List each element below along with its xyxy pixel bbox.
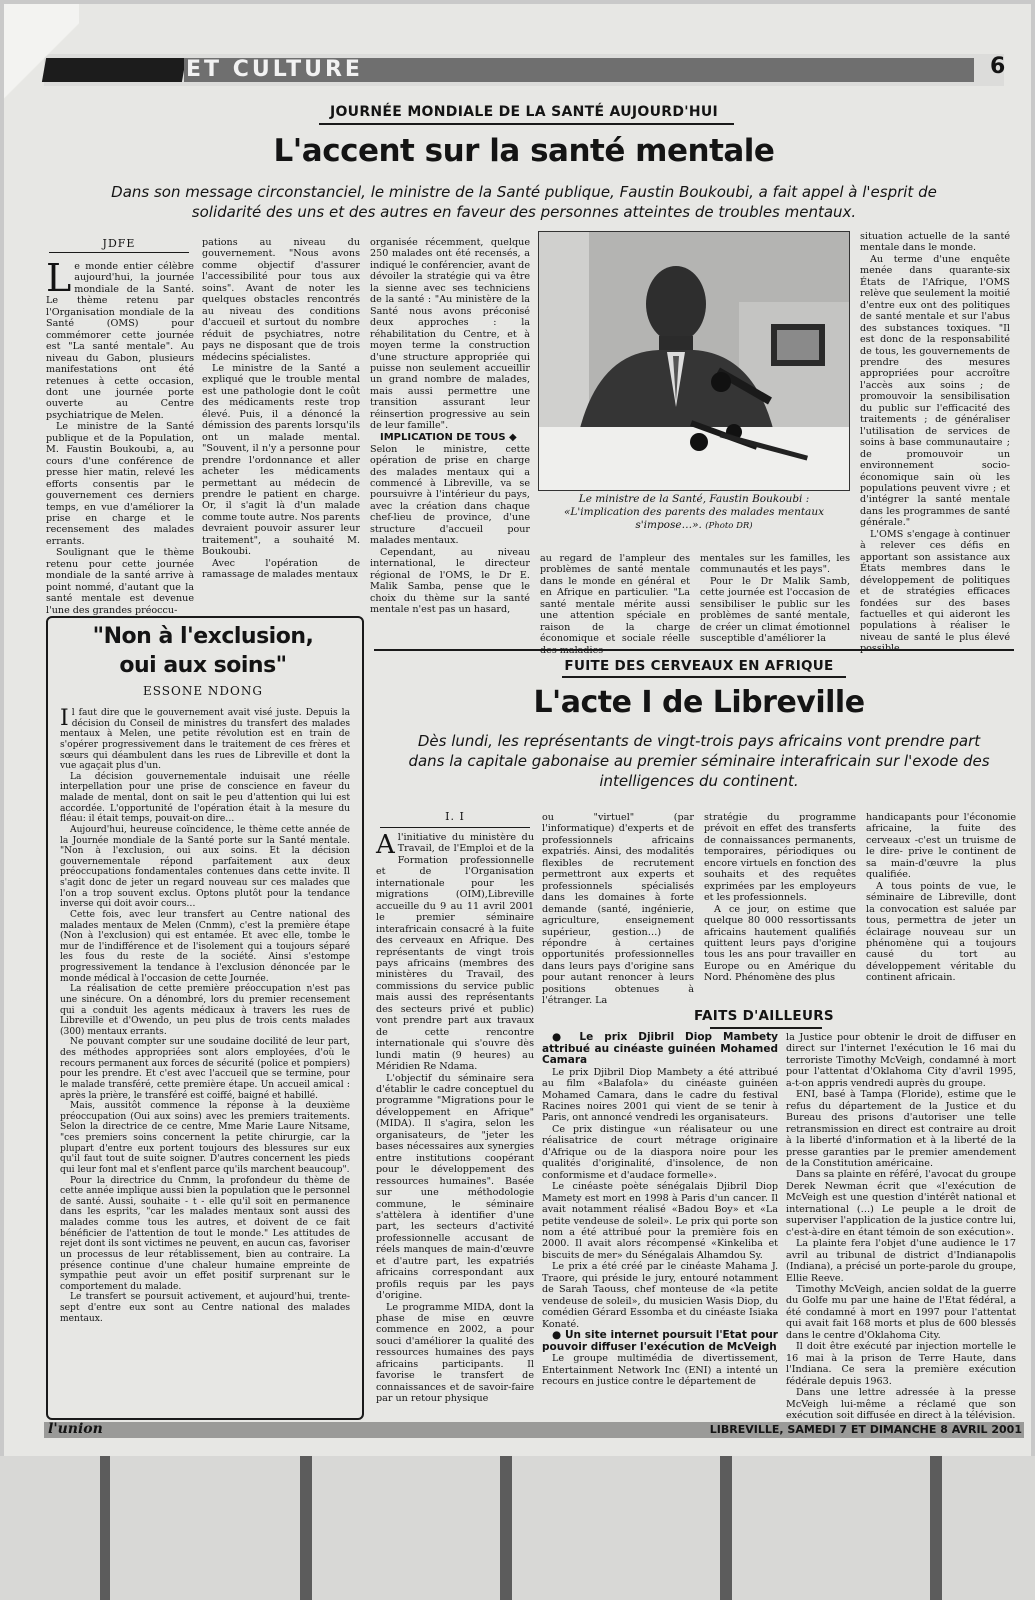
paragraph: la Justice pour obtenir le droit de diffuser en direct sur l'internet l'exécution le 16 mai du terroriste Timothy McVeigh, condamné à mort pour l'attentat d'Oklahoma City d'avril 1995, a-t-on appris vendredi auprès du groupe.: [786, 1032, 1016, 1089]
photo-caption: [544, 493, 844, 533]
brief-title: ● Un site internet poursuit l'Etat pour pouvoir diffuser l'exécution de McVeigh: [542, 1329, 778, 1353]
photo-credit: (Photo DR): [705, 521, 753, 531]
paragraph: pations au niveau du gouvernement. "Nous avons comme objectif d'assurer l'accessibilité pour tous aux soins". Avant de noter les quelques obstacles rencontrés au niveau des conditions d'accueil et surtout du nombre réduit de psychiatres, notre pays ne disposant que de trois médecins spécialistes.: [202, 237, 360, 363]
paragraph: Le ministre de la Santé publique et de la Population, M. Faustin Boukoubi, a, au cours d'une conférence de presse hier matin, relevé les efforts consentis par le gouvernement ces derniers temps, en vue d'améliorer la prise en charge et le recensement des malades errants.: [46, 421, 194, 547]
paragraph: organisée récemment, quelque 250 malades ont été recensés, a indiqué le conférencier, avant de dévoiler la stratégie qui va être la sienne avec ses techniciens de la santé : "Au ministère de la Santé nous avons préconisé deux approches : la réhabilitation du Centre, et à moyen terme la construction d'une structure appropriée qui puisse non seulement accueillir un grand nombre de malades, mais aussi permettre une transition assurant leur réinsertion progressive au sein de leur famille".: [370, 237, 530, 432]
brain-drain-deck: Dès lundi, les représentants de vingt-trois pays africains vont prendre part dans la capitale gabonaise au premier séminaire interafricain sur l'exode des intelligences du continent.: [408, 732, 990, 790]
subhead: IMPLICATION DE TOUS ◆: [380, 431, 517, 443]
shadow-strip: [100, 1456, 110, 1600]
kicker-rule: [319, 123, 734, 125]
paragraph: Cette fois, avec leur transfert au Centre national des malades mentaux de Melen (Cnmm), c'est la première étape (Non à l'exclusion) qui est entamée. Et avec elle, tombe le mur de l'indifférence et de l'isolement qui a toujours séparé les fous du reste de la société. Ainsi s'estompe progressivement la tendance à l'exclusion dénoncée par le monde médical à l'occasion de cette Journée.: [60, 909, 350, 984]
shadow-strip: [300, 1456, 312, 1600]
paragraph: Selon le ministre, cette opération de prise en charge des malades mentaux qui a commencé à Libreville, va se poursuivre à l'intérieur du pays, avec la création dans chaque chef-lieu de province, d'une structure d'accueil pour malades mentaux.: [370, 443, 530, 547]
editorial-headline-line-2: oui aux soins": [119, 653, 287, 678]
paragraph: Le prix a été créé par le cinéaste Mahama J. Traore, qui préside le jury, entouré notamment de Sarah Taouss, chef monteuse de «la petite vendeuse de soleil», du musicien Wasis Diop, du comédien Gérard Essomba et du cinéaste Isiaka Konaté.: [542, 1261, 778, 1330]
lead-column-5: [700, 553, 850, 645]
editorial-headline-line-1: "Non à l'exclusion,: [92, 624, 314, 649]
newspaper-page: [4, 4, 1031, 1456]
brief-title: ● Le prix Djibril Diop Mambety attribué au cinéaste guinéen Mohamed Camara: [542, 1031, 778, 1067]
section-title: ET CULTURE: [186, 57, 363, 82]
paragraph: Le cinéaste poète sénégalais Djibril Diop Mamety est mort en 1998 à Paris d'un cancer. Il avait notamment réalisé «Badou Boy» et «La petite vendeuse de soleil». Le prix qui porte son nom a été attribué pour la première fois en 2000. Il avait alors récompensé «Kinkeliba et biscuits de mer» du Sénégalais Alhamdou Sy.: [542, 1181, 778, 1261]
paragraph: Il doit être exécuté par injection mortelle le 16 mai à la prison de Terre Haute, dans l'Indiana. Ce sera la première exécution fédérale depuis 1963.: [786, 1341, 1016, 1387]
dropcap: L: [46, 256, 72, 300]
paragraph: Ce prix distingue «un réalisateur ou une réalisatrice de court métrage originaire d'Afrique ou de la diaspora noire pour les qualités d'originalité, d'insolence, de non conformisme et d'audace formelle».: [542, 1123, 778, 1181]
lead-column-2: [202, 237, 360, 605]
section-rule: [374, 649, 1014, 651]
paragraph: Soulignant que le thème retenu pour cette journée mondiale de la santé arrive à point nommé, d'autant que la santé mentale est devenue l'une des grandes préoccu-: [46, 547, 194, 616]
paragraph: l faut dire que le gouvernement avait visé juste. Depuis la décision du Conseil de ministres du transfert des malades mentaux à Melen, une petite révolution est en train de s'opérer progressivement dans le traitement de ces frères et sœurs qui déambulent dans les rues de Libreville et dont la vue agaçait plus d'un.: [60, 708, 350, 772]
editorial-headline: [50, 622, 356, 680]
brain-drain-kicker: FUITE DES CERVEAUX EN AFRIQUE: [564, 658, 834, 674]
paragraph: situation actuelle de la santé mentale dans le monde.: [860, 231, 1010, 254]
paragraph: A tous points de vue, le séminaire de Libreville, dont la convocation est saluée par tous, permettra de jeter un éclairage nouveau sur un phénomène qui a toujours causé du tort au développement véritable du continent africain.: [866, 880, 1016, 984]
paragraph: L'OMS s'engage à continuer à relever ces défis en apportant son assistance aux États membres dans le développement de politiques et de stratégies efficaces fondées sur des bases factuelles et qui aideront les populations à réaliser le niveau de santé le plus élevé: [860, 528, 1010, 643]
paragraph: ou "virtuel" (par l'informatique) d'experts et de professionnels africains expatriés. Ainsi, des modalités flexibles de recrutement permettront aux experts et professionnels spécialisés dans les domaines à forte demande (santé, ingénierie, agriculture, enseignement supérieur, gestion…) de répondre à certaines opportunités professionnelles dans leurs pays d'origine sans pour autant renoncer à leurs positions obtenues à l'étranger. La: [542, 812, 694, 1007]
paragraph: Ne pouvant compter sur une soudaine docilité de leur part, des méthodes appropriées sont alors employées, d'où le recours permanent aux forces de sécurité (police et pompiers) pour les prendre. Et c'est avec l'accueil que se termine, pour le malade transféré, cette première étape. Un accueil amical : après la prière, le transféré est coiffé, baigné et habillé.: [60, 1037, 350, 1101]
editorial-text: [60, 708, 350, 1410]
brain-drain-column-3: [704, 812, 856, 984]
editorial-byline: ESSONE NDONG: [143, 684, 263, 698]
dropcap: A: [376, 830, 395, 860]
paragraph: ENI, basé à Tampa (Floride), estime que le refus du département de la Justice et du Bureau des prisons d'autoriser une telle retransmission en direct est contraire au droit à la liberté d'information et à la liberté de la presse garanties par le premier amendement de la Constitution américaine.: [786, 1089, 1016, 1169]
paragraph: La plainte fera l'objet d'une audience le 17 avril au tribunal de district d'Indianapolis (Indiana), a précisé un porte-parole du groupe, Ellie Reeve.: [786, 1238, 1016, 1284]
caption-text: Le ministre de la Santé, Faustin Boukoubi : «L'implication des parents des malades mentaux s'impose…».: [563, 493, 824, 531]
paragraph: Cependant, au niveau international, le directeur régional de l'OMS, le Dr E. Malik Samba, pense que le choix du thème sur la santé mentale n'est pas un hasard,: [370, 546, 530, 615]
paragraph: Dans sa plainte en référé, l'avocat du groupe Derek Newman écrit que «l'exécution de McVeigh est une question d'intérêt national et international (…) Le peuple a le droit de superviser l'application de la justice contre lui, c'est-à-dire en étant témoin de son exécution».: [786, 1169, 1016, 1238]
paragraph: Le groupe multimédia de divertissement, Entertainment Network Inc (ENI) a intenté un recours en justice contre le département de: [542, 1353, 778, 1388]
paragraph: Dans une lettre adressée à la presse McVeigh lui-même a réclamé que son exécution soit diffusée en direct à la télévision.: [786, 1387, 1016, 1421]
paragraph: handicapants pour l'économie africaine, la fuite des cerveaux -c'est un truisme de le dire- prive le continent de sa main-d'œuvre la plus qualifiée.: [866, 812, 1016, 881]
briefs-kicker: FAITS D'AILLEURS: [694, 1008, 834, 1024]
lead-column-6: [860, 231, 1010, 641]
paragraph: Le prix Djibril Diop Mambety a été attribué au film «Balafola» du cinéaste guinéen Mohamed Camara, dans le cadre du festival Racines noires 2001 qui vient de se tenir à Paris, ont annoncé vendredi les organisateurs.: [542, 1066, 778, 1124]
paragraph: Le transfert se poursuit activement, et aujourd'hui, trente-sept d'entre eux sont au Centre national des malades mentaux.: [60, 1292, 350, 1324]
paragraph: Au terme d'une enquête menée dans quarante-six États de l'Afrique, l'OMS relève que seulement la moitié d'entre eux ont des politiques de santé mentale et sur l'abus des substances toxiques. "Il est donc de la responsabilité de tous, les gouvernements de prendre des mesures appropriées pour accroître l'accès aux soins ; de promouvoir la sensibilisation du public sur l'efficacité des traitements ; de généraliser l'utilisation de services de soins à base communautaire ; de promouvoir un environnement socio-économique sain où les populations peuvent vivre ; et d'intégrer la santé mentale dans les programmes de santé générale.": [860, 253, 1010, 529]
lead-column-3: [370, 237, 530, 642]
paragraph: La décision gouvernementale induisait une réelle interpellation pour une prise de conscience en faveur du malade de mental, dont on sait le peu d'attention qui lui est accordée. L'opportunité de l'opération était à la mesure du fléau: il était temps, pouvait-on dire…: [60, 771, 350, 825]
lead-column-1: [46, 256, 194, 616]
footer-masthead: l'union: [48, 1421, 103, 1437]
lead-headline: L'accent sur la santé mentale: [273, 133, 775, 169]
paragraph: Le programme MIDA, dont la phase de mise en œuvre commence en 2002, a pour souci d'améliorer la qualité des ressources humaines des pays africains participants. Il favorise le transfert de connaissances et de savoir-faire par un retour physique: [376, 1301, 534, 1405]
paragraph: stratégie du programme prévoit en effet des transferts de connaissances permanents, temporaires, périodiques ou encore virtuels en fonction des souhaits et des requêtes exprimées par les employeurs et les professionnels.: [704, 812, 856, 904]
brain-drain-column-4: [866, 812, 1016, 987]
paragraph: mentales sur les familles, les communautés et les pays".: [700, 553, 850, 576]
paragraph: l'initiative du ministère du Travail, de l'Emploi et de la Formation professionnelle et de l'Organisation internationale pour les migrations (OIM),Libreville accueille du 9 au 11 avril 2001 le premier séminaire interafricain consacré à la fuite des cerveaux en Afrique. Des représentants de vingt trois pays africains (membres des ministères du Travail, des commissions du service public mais aussi des représentants des secteurs privé et public) vont prendre part aux travaux de cette rencontre internationale qui s'ouvre dès lundi matin (9 heures) au Méridien Re Ndama.: [376, 832, 534, 1073]
byline-rule: [49, 252, 189, 253]
brain-drain-column-1: [376, 832, 534, 1415]
paragraph: Timothy McVeigh, ancien soldat de la guerre du Golfe mu par une haine de l'Etat fédéral, a été condamné à mort en 1997 pour l'attentat qui avait fait 168 morts et plus de 600 blessés dans le centre d'Oklahoma City.: [786, 1283, 1016, 1341]
minister-photo: [538, 231, 850, 491]
paragraph: Mais, aussitôt commence la réponse à la deuxième préoccupation (Oui aux soins) avec les premiers traitements. Selon la directrice de ce centre, Mme Marie Laure Nitsame, "ces premiers soins concernent la petite chirurgie, car la plupart d'entre eux portent toujours des blessures sur eux qu'il faut tout de suite soigner. D'autres concernent les pieds qui leur font mal et s'enflent parce qu'ils marchent beaucoup".: [60, 1101, 350, 1175]
scan-background: [0, 1456, 1035, 1600]
shadow-strip: [930, 1456, 942, 1600]
kicker-rule: [562, 676, 846, 678]
lead-byline: JDFE: [102, 237, 136, 250]
paragraph: Aujourd'hui, heureuse coïncidence, le thème cette année de la Journée mondiale de la Santé porte sur la Santé mentale. "Non à l'exclusion, oui aux soins. Et la décision gouvernementale répond parfaitement aux deux préoccupations fondamentales contenues dans cette invite. Il s'agit donc de jeter un regard nouveau sur ces malades que l'on a trop souvent exclus. Optons plutôt pour la tendance inverse qui doit avoir cours…: [60, 824, 350, 910]
photo-illustration: [539, 232, 849, 490]
briefs-column-2: [786, 1032, 1016, 1421]
paragraph: Le ministre de la Santé a expliqué que le trouble mental est une pathologie dont le coût des médicaments reste trop élevé. Puis, il a dénoncé la démission des parents lorsqu'ils ont un malade mental. "Souvent, il n'y a personne pour prendre l'ordonnance et aller acheter les médicaments permettant au médecin de prendre le patient en charge. Or, il s'agit là d'un malade comme toute autre. Nos parents devraient pouvoir assurer leur traitement", a souhaité M. Boukoubi.: [202, 362, 360, 558]
shadow-strip: [720, 1456, 732, 1600]
paragraph: Pour le Dr Malik Samb, cette journée est l'occasion de sensibiliser le public sur les problèmes de santé mentale, de créer un climat émotionnel susceptible d'améliorer la: [700, 575, 850, 645]
shadow-strip: [500, 1456, 512, 1600]
brain-drain-byline: I. I: [445, 810, 465, 823]
briefs-column-1: [542, 1032, 778, 1416]
paragraph: L'objectif du séminaire sera d'établir le cadre conceptuel du programme "Migrations pour le développement en Afrique" (MIDA). Il s'agira, selon les organisateurs, de "jeter les bases nécessaires aux synergies entre institutions coopérant pour le développement des ressources humaines". Basée sur une méthodologie commune, le séminaire s'attèlera à identifier d'une part, les secteurs d'activité professionnelle accusant de réels manques de main-d'œuvre et d'autre part, les expatriés africains correspondant aux profils requis par les pays d'origine.: [376, 1072, 534, 1302]
paragraph: au regard de l'ampleur des problèmes de santé mentale dans le monde en général et en Afrique en particulier. "La santé mentale mérite aussi une attention spéciale en raison de la charge économique et sociale réelle: [540, 553, 690, 645]
lead-deck: Dans son message circonstanciel, le ministre de la Santé publique, Faustin Boukoubi, a fait appel à l'esprit de solidarité des uns et des autres en faveur des personnes atteintes de troubles mentaux.: [111, 183, 937, 221]
dropcap: I: [60, 706, 69, 731]
torn-corner: [4, 4, 79, 99]
paragraph: e monde entier célèbre aujourd'hui, la journée mondiale de la Santé. Le thème retenu par l'Organisation mondiale de la Santé (OMS) pour commémorer cette journée est "La santé mentale". Au niveau du Gabon, plusieurs manifestations ont été retenues à cette occasion, dont une journée porte ouverte au Centre psychiatrique de Melen.: [46, 261, 194, 421]
paragraph: Pour la directrice du Cnmm, la profondeur du thème de cette année implique aussi bien la population que le personnel de santé. Aussi, souhaite - t - elle qu'il soit en permanence dans les esprits, "car les malades mentaux sont aussi des malades comme tous les autres, et doivent de ce fait bénéficier de l'attention de tout le monde." Les attitudes de rejet dont ils sont victimes ne peuvent, en aucun cas, favoriser un processus de leur rétablissement, bien au contraire. La présence continue d'une chaleur humaine empreinte de sympathie peut avoir un effet positif surprenant sur le comportement du malade.: [60, 1175, 350, 1292]
lead-kicker: JOURNÉE MONDIALE DE LA SANTÉ AUJOURD'HUI: [329, 104, 719, 120]
brain-drain-column-2: [542, 812, 694, 1007]
paragraph: Avec l'opération de ramassage de malades mentaux: [202, 557, 360, 581]
footer-dateline: LIBREVILLE, SAMEDI 7 ET DIMANCHE 8 AVRIL 2001: [709, 1423, 1022, 1436]
page-number: 6: [990, 54, 1006, 79]
paragraph: A ce jour, on estime que quelque 80 000 ressortissants africains hautement qualifiés quittent leurs pays d'origine tous les ans pour travailler en Europe ou en Amérique du Nord. Phénomène des plus: [704, 903, 856, 984]
brain-drain-headline: L'acte I de Libreville: [533, 685, 865, 720]
lead-column-4: [540, 553, 690, 645]
paragraph: La réalisation de cette première préoccupation n'est pas une sinécure. On a dénombré, lors du premier recensement qui a conduit les agents médicaux à travers les rues de Libreville et d'Owendo, un peu plus de trois cents malades (300) mentaux errants.: [60, 984, 350, 1037]
byline-rule: [380, 827, 530, 828]
kicker-rule: [710, 1027, 822, 1029]
